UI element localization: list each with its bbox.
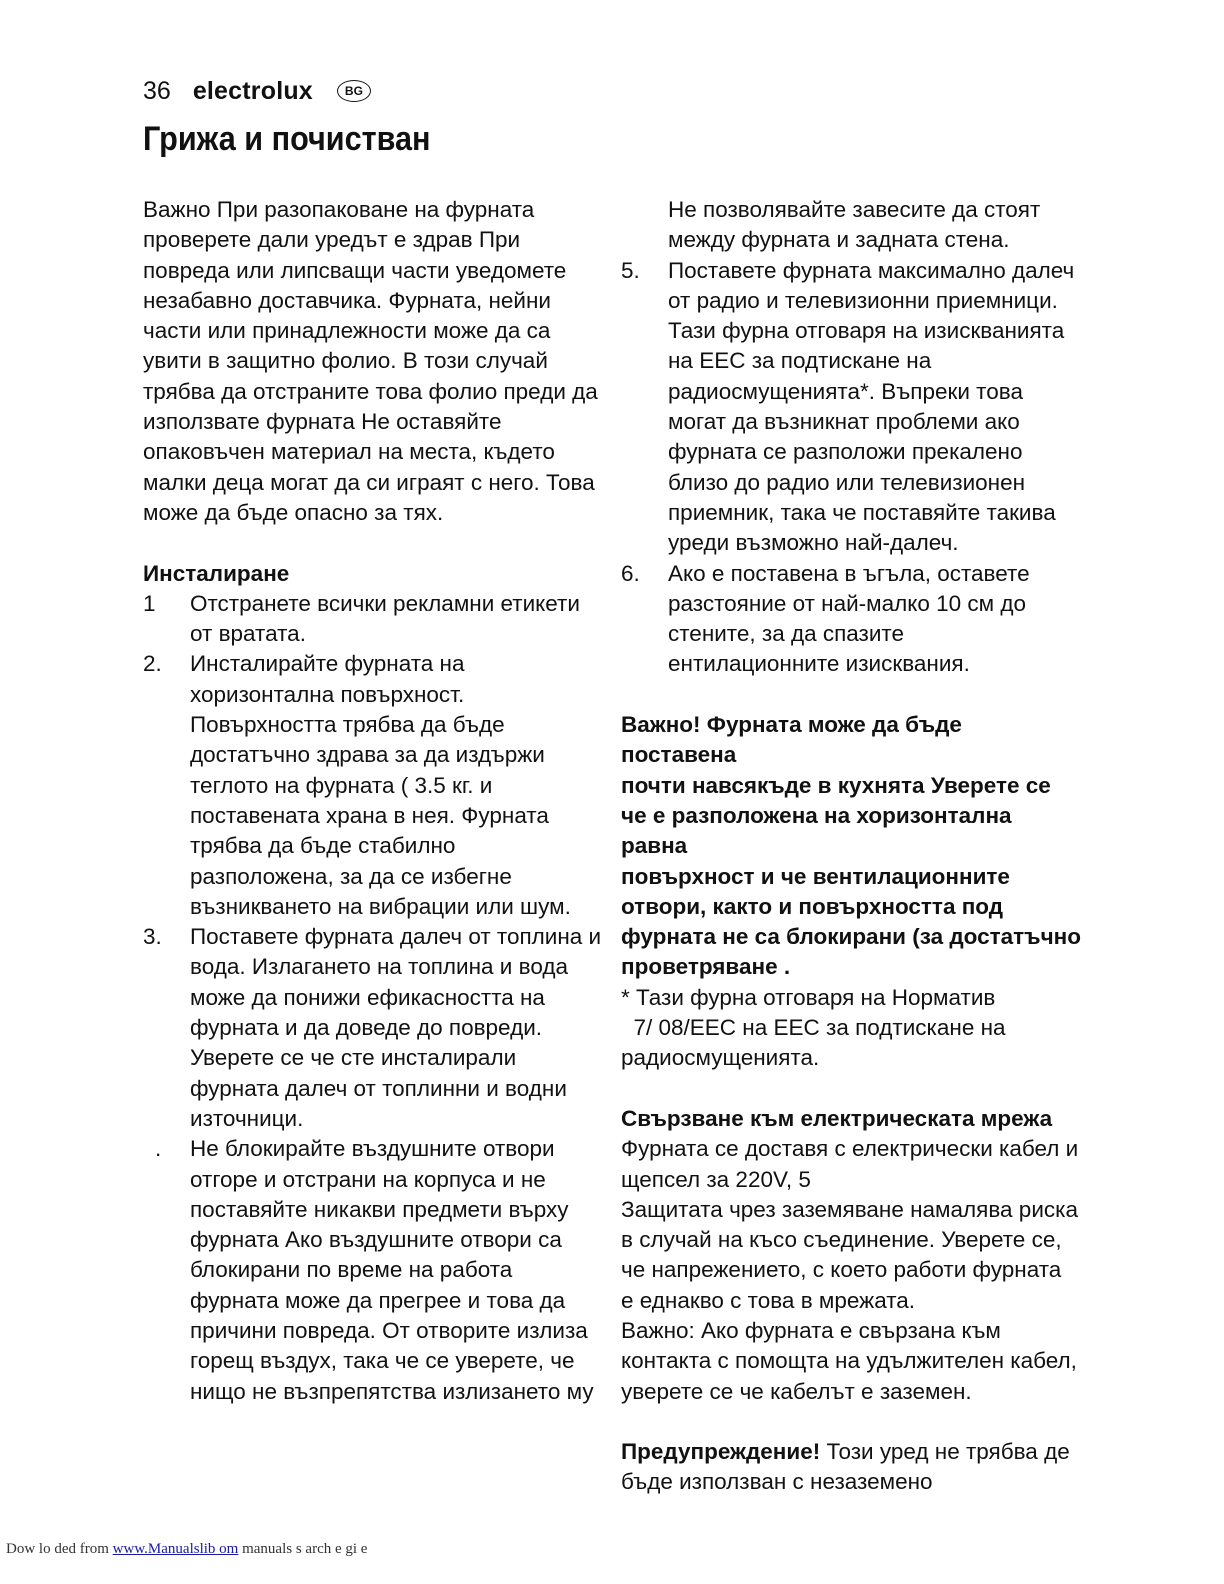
warning-label: Предупреждение! xyxy=(621,1439,821,1465)
brand-logo: electrolux xyxy=(192,76,313,105)
text-line: от вратата. xyxy=(190,621,306,647)
text-line: източници. xyxy=(190,1105,304,1131)
page-number: 36 xyxy=(143,76,171,105)
text-line: проверете дали уредът е здрав При xyxy=(143,227,521,253)
footer-suffix: manuals s arch e gi e xyxy=(238,1541,368,1557)
list-item xyxy=(143,589,603,650)
list-number: 6. xyxy=(621,560,640,586)
text-line: радиосмущенията*. Въпреки това xyxy=(668,378,1023,404)
text-line: проветряване . xyxy=(621,954,791,980)
text-line: разположена, за да се избегне xyxy=(190,863,512,889)
text-line: щепсел за 220V, 5 xyxy=(621,1166,811,1192)
list-number: 3. xyxy=(143,924,162,950)
text-line: близо до радио или телевизионен xyxy=(668,469,1026,495)
text-line: може да понижи ефикасността на xyxy=(190,984,545,1010)
list-number: 5. xyxy=(621,257,640,283)
text-line: Фурната се доставя с електрически кабел и xyxy=(621,1136,1079,1162)
text-line: достатъчно здрава за да издържи xyxy=(190,742,545,768)
text-line: Поставете фурната максимално далеч xyxy=(668,257,1075,283)
manualslib-link[interactable]: www.Manualslib om xyxy=(112,1541,239,1557)
text-line: блокирани по време на работа xyxy=(190,1257,513,1283)
text-line: фурната се разположи прекалено xyxy=(668,439,1023,465)
text-line: трябва да отстраните това фолио преди да xyxy=(143,378,598,404)
text-line: в случай на късо съединение. Уверете се, xyxy=(621,1227,1062,1253)
text-line: горещ въздух, така че се уверете, че xyxy=(190,1348,575,1374)
text-line: Не позволявайте завесите да стоят xyxy=(668,197,1041,222)
text-line: вода. Излагането на топлина и вода xyxy=(190,954,568,980)
important-notice xyxy=(621,710,1081,983)
text-line: фурната и да доведе до повреди. xyxy=(190,1015,543,1041)
text-line: почти навсякъде в кухнята Уверете се xyxy=(621,772,1051,798)
text-line: отгоре и отстрани на корпуса и не xyxy=(190,1166,546,1192)
text-line: нищо не възпрепятства излизането му xyxy=(190,1378,594,1404)
text-line: Повърхността трябва да бъде xyxy=(190,712,505,738)
text-line: ентилационните изисквания. xyxy=(668,651,970,677)
text-line: че е разположена на хоризонтална равна xyxy=(621,802,1012,859)
text-line: отвори, както и повърхността под xyxy=(621,893,1004,919)
download-footer xyxy=(6,1541,367,1558)
warning-text: Този уред не трябва де xyxy=(820,1439,1070,1465)
text-line: поставяйте никакви предмети върху xyxy=(190,1196,569,1222)
text-line: трябва да бъде стабилно xyxy=(190,833,456,859)
text-line: стените, за да спазите xyxy=(668,621,904,647)
text-line: между фурната и задната стена. xyxy=(668,227,1010,253)
left-column xyxy=(143,195,603,1407)
text-line: Важно: Ако фурната е свързана към xyxy=(621,1317,1001,1343)
text-line: части или принадлежности може да са xyxy=(143,318,551,344)
list-number: 1 xyxy=(143,590,156,616)
intro-paragraph xyxy=(143,195,603,528)
text-line: уреди възможно най-далеч. xyxy=(668,530,959,556)
text-line: е еднакво с това в мрежата. xyxy=(621,1287,916,1313)
list-item xyxy=(143,922,603,1134)
text-line: причини повреда. От отворите излиза xyxy=(190,1317,588,1343)
list-item xyxy=(143,1134,603,1407)
text-line: Важно При разопаковане на фурната xyxy=(143,197,535,222)
text-line: може да бъде опасно за тях. xyxy=(143,499,444,525)
text-line: теглото на фурната ( 3.5 кг. и xyxy=(190,772,493,798)
text-line: Тази фурна отговаря на изискванията xyxy=(668,318,1065,344)
right-column xyxy=(621,195,1081,1498)
language-badge: BG xyxy=(337,80,371,102)
text-line xyxy=(621,1437,1081,1467)
text-line: Не блокирайте въздушните отвори xyxy=(190,1136,555,1162)
list-item xyxy=(621,559,1081,680)
text-line: * Тази фурна отговаря на Норматив xyxy=(621,984,996,1010)
text-line: Поставете фурната далеч от топлина и xyxy=(190,924,602,950)
text-line: на ЕЕС за подтискане на xyxy=(668,348,932,374)
text-line: Уверете се че сте инсталирали xyxy=(190,1045,517,1071)
text-line: фурната Ако въздушните отвори са xyxy=(190,1227,562,1253)
text-line: Отстранете всички рекламни етикети xyxy=(190,590,580,616)
text-line: Ако е поставена в ъгъла, оставете xyxy=(668,560,1030,586)
text-line: бъде използван с незаземено xyxy=(621,1469,933,1495)
page-title: Грижа и почистван xyxy=(143,120,431,158)
list-number: . xyxy=(155,1136,162,1162)
text-line: приемник, така че поставяйте такива xyxy=(668,499,1056,525)
text-line: 7/ 08/EEC на ЕЕС за подтискане на xyxy=(621,1015,1006,1041)
text-line: че напрежението, с което работи фурната xyxy=(621,1257,1062,1283)
power-paragraph xyxy=(621,1134,1081,1407)
text-line: фурната може да прегрее и това да xyxy=(190,1287,566,1313)
install-heading: Инсталиране xyxy=(143,560,290,586)
footnote xyxy=(621,983,1081,1074)
text-line: радиосмущенията. xyxy=(621,1045,820,1071)
text-line: контакта с помощта на удължителен кабел, xyxy=(621,1348,1077,1374)
list-number: 2. xyxy=(143,651,162,677)
text-line: могат да възникнат проблеми ако xyxy=(668,409,1020,435)
list-item xyxy=(143,649,603,922)
text-line: фурната не са блокирани (за достатъчно xyxy=(621,924,1081,950)
text-line: малки деца могат да си играят с него. Това xyxy=(143,469,595,495)
power-heading: Свързване към електрическата мрежа xyxy=(621,1105,1053,1131)
list-continuation xyxy=(621,195,1081,256)
text-line: хоризонтална повърхност. xyxy=(190,681,465,707)
page-header xyxy=(143,74,371,108)
text-line: повреда или липсващи части уведомете xyxy=(143,257,567,283)
text-line: поставената храна в нея. Фурната xyxy=(190,802,549,828)
text-line: Защитата чрез заземяване намалява риска xyxy=(621,1196,1078,1222)
text-line: от радио и телевизионни приемници. xyxy=(668,287,1058,313)
text-line: Инсталирайте фурната на xyxy=(190,651,465,677)
text-line: фурната далеч от топлинни и водни xyxy=(190,1075,567,1101)
text-line: използвате фурната Не оставяйте xyxy=(143,409,502,435)
footer-prefix: Dow lo ded from xyxy=(6,1541,113,1557)
text-line: Важно! Фурната може да бъде поставена xyxy=(621,712,962,768)
warning-paragraph xyxy=(621,1437,1081,1498)
text-line: повърхност и че вентилационните xyxy=(621,863,1010,889)
text-line: разстояние от най-малко 10 см до xyxy=(668,590,1027,616)
text-line: незабавно доставчика. Фурната, нейни xyxy=(143,287,551,313)
text-line: увити в защитно фолио. В този случай xyxy=(143,348,548,374)
text-line: възникването на вибрации или шум. xyxy=(190,893,571,919)
text-line: уверете се че кабелът е заземен. xyxy=(621,1378,972,1404)
list-item xyxy=(621,256,1081,559)
text-line: опаковъчен материал на места, където xyxy=(143,439,555,465)
